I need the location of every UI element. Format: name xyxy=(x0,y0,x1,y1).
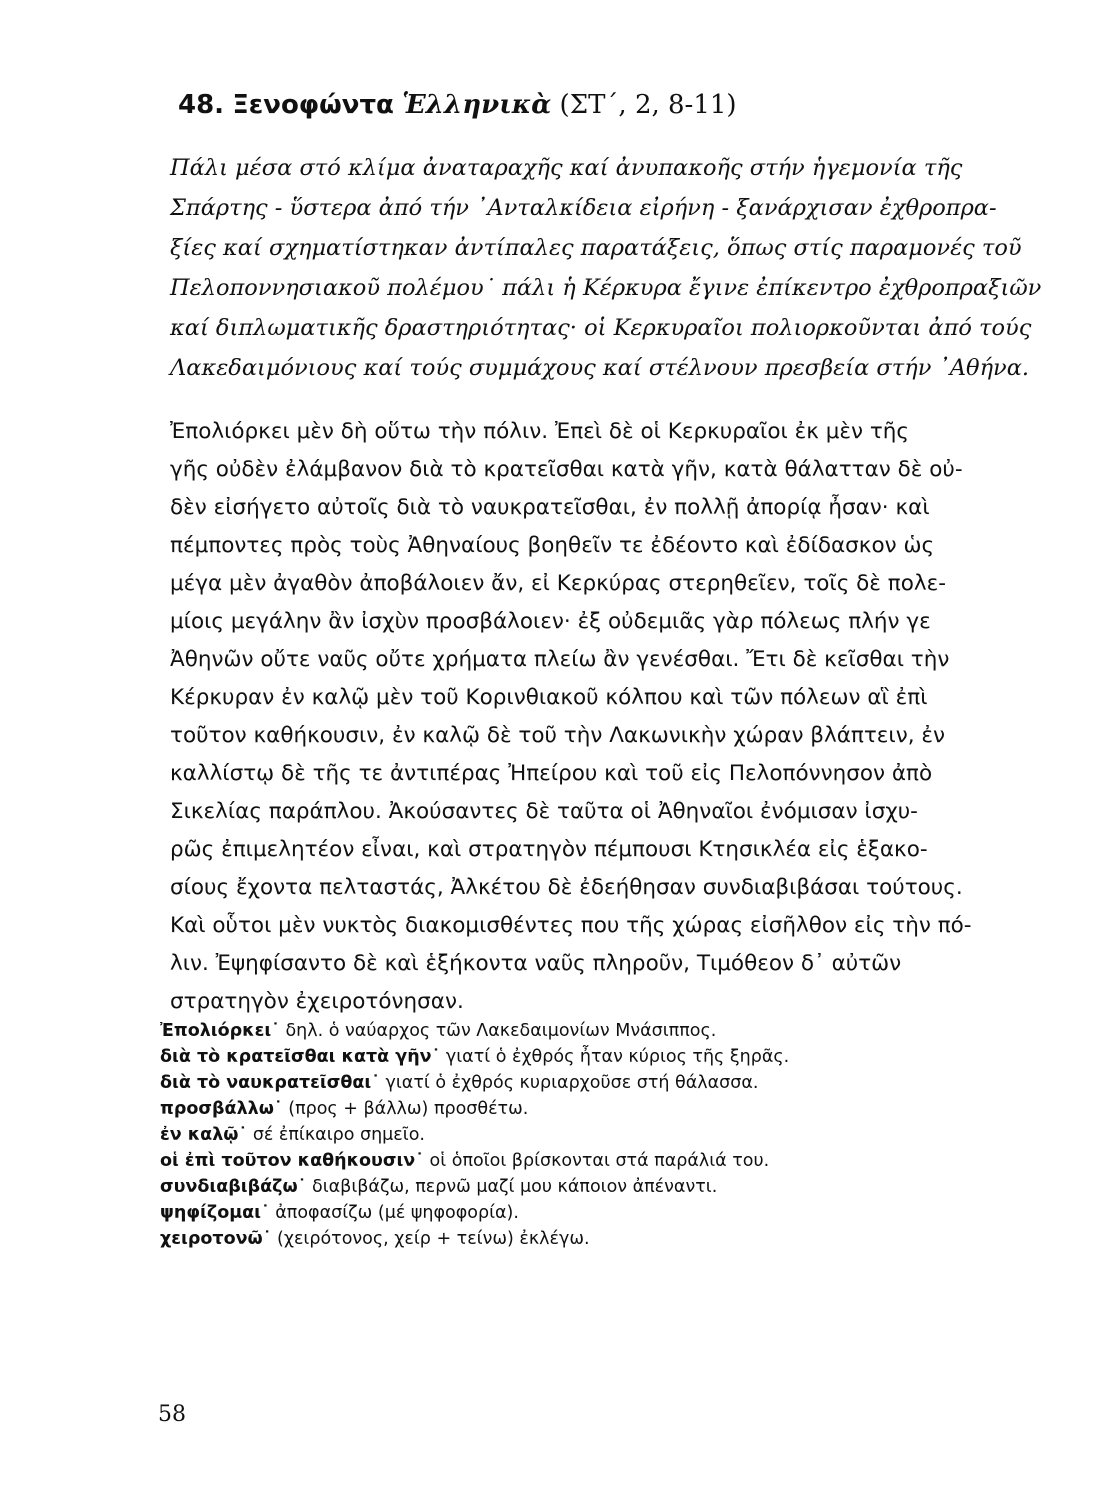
glossary-definition: διαβιβάζω, περνῶ μαζί μου κάποιον ἀπέναντι. xyxy=(306,1177,718,1197)
glossary-definition: (προς + βάλλω) προσθέτω. xyxy=(282,1099,529,1119)
text-line: μέγα μὲν ἀγαθὸν ἀποβάλοιεν ἄν, εἰ Κερκύρας στερηθεῖεν, τοῖς δὲ πολε- xyxy=(170,571,946,596)
glossary-entry xyxy=(160,1122,1020,1148)
glossary-term: διὰ τὸ ναυκρατεῖσθαι˙ xyxy=(160,1073,380,1093)
glossary-definition: δηλ. ὁ ναύαρχος τῶν Λακεδαιμονίων Μνάσιππος. xyxy=(279,1021,717,1041)
glossary xyxy=(160,1018,1020,1252)
text-line: Σικελίας παράπλου. Ἀκούσαντες δὲ ταῦτα οἱ Ἀθηναῖοι ἐνόμισαν ἰσχυ- xyxy=(170,799,918,824)
glossary-definition: σέ ἐπίκαιρο σημεῖο. xyxy=(247,1125,425,1145)
text-line: καλλίστῳ δὲ τῆς τε ἀντιπέρας Ἠπείρου καὶ τοῦ εἰς Πελοπόννησον ἀπὸ xyxy=(170,761,933,786)
glossary-entry xyxy=(160,1044,1020,1070)
glossary-definition: (χειρότονος, χείρ + τείνω) ἐκλέγω. xyxy=(271,1229,590,1249)
glossary-entry xyxy=(160,1174,1020,1200)
intro-line: Σπάρτης - ὕστερα ἀπό τήν ᾽Ανταλκίδεια εἰρήνη - ξανάρχισαν ἐχθροπρα- xyxy=(170,195,997,221)
intro-line: Πελοποννησιακοῦ πολέμου˙ πάλι ἡ Κέρκυρα ἔγινε ἐπίκεντρο ἐχθροπραξιῶν xyxy=(170,275,1042,301)
text-line: πέμποντες πρὸς τοὺς Ἀθηναίους βοηθεῖν τε ἐδέοντο καὶ ἐδίδασκον ὡς xyxy=(170,533,935,558)
glossary-term: οἱ ἐπὶ τοῦτον καθήκουσιν˙ xyxy=(160,1151,424,1171)
glossary-definition: ἀποφασίζω (μέ ψηφοφορία). xyxy=(269,1203,519,1223)
glossary-entry xyxy=(160,1200,1020,1226)
section-number: 48. xyxy=(178,90,225,120)
glossary-entry xyxy=(160,1018,1020,1044)
text-line: τοῦτον καθήκουσιν, ἐν καλῷ δὲ τοῦ τὴν Λακωνικὴν χώραν βλάπτειν, ἐν xyxy=(170,723,945,748)
page-number: 58 xyxy=(158,1402,186,1427)
glossary-term: ψηφίζομαι˙ xyxy=(160,1203,270,1223)
glossary-entry xyxy=(160,1226,1020,1252)
text-line: στρατηγὸν ἐχειροτόνησαν. xyxy=(170,989,464,1014)
glossary-definition: γιατί ὁ ἐχθρός ἦταν κύριος τῆς ξηρᾶς. xyxy=(440,1047,790,1067)
glossary-term: χειροτονῶ˙ xyxy=(160,1229,272,1249)
intro-line: ξίες καί σχηματίστηκαν ἀντίπαλες παρατάξεις, ὅπως στίς παραμονές τοῦ xyxy=(170,235,1022,261)
section-heading xyxy=(178,90,737,120)
text-line: ρῶς ἐπιμελητέον εἶναι, καὶ στρατηγὸν πέμπουσι Κτησικλέα εἰς ἑξακο- xyxy=(170,837,928,862)
glossary-term: προσβάλλω˙ xyxy=(160,1099,283,1119)
book-reference: (ΣΤ΄, 2, 8-11) xyxy=(559,90,737,120)
author-name: Ξενοφώντα xyxy=(232,90,394,120)
text-line: Καὶ οὗτοι μὲν νυκτὸς διακομισθέντες που τῆς χώρας εἰσῆλθον εἰς τὴν πό- xyxy=(170,913,972,938)
glossary-term: διὰ τὸ κρατεῖσθαι κατὰ γῆν˙ xyxy=(160,1047,441,1067)
glossary-term: συνδιαβιβάζω˙ xyxy=(160,1177,307,1197)
glossary-term: ἐν καλῷ˙ xyxy=(160,1125,248,1145)
intro-paragraph xyxy=(170,148,1042,388)
text-line: Κέρκυραν ἐν καλῷ μὲν τοῦ Κορινθιακοῦ κόλπου καὶ τῶν πόλεων αἳ ἐπὶ xyxy=(170,685,928,710)
glossary-term: Ἐπολιόρκει˙ xyxy=(160,1021,280,1041)
intro-line: καί διπλωματικῆς δραστηριότητας· οἱ Κερκυραῖοι πολιορκοῦνται ἀπό τούς xyxy=(170,315,1032,341)
glossary-entry xyxy=(160,1096,1020,1122)
text-line: Ἀθηνῶν οὔτε ναῦς οὔτε χρήματα πλείω ἂν γενέσθαι. Ἔτι δὲ κεῖσθαι τὴν xyxy=(170,647,950,672)
intro-line: Λακεδαιμόνιους καί τούς συμμάχους καί στέλνουν πρεσβεία στήν ᾽Αθήνα. xyxy=(170,355,1030,381)
text-line: Ἐπολιόρκει μὲν δὴ οὕτω τὴν πόλιν. Ἐπεὶ δὲ οἱ Κερκυραῖοι ἐκ μὲν τῆς xyxy=(170,419,910,444)
text-line: δὲν εἰσήγετο αὐτοῖς διὰ τὸ ναυκρατεῖσθαι, ἐν πολλῇ ἀπορίᾳ ἦσαν· καὶ xyxy=(170,495,930,520)
glossary-definition: γιατί ὁ ἐχθρός κυριαρχοῦσε στή θάλασσα. xyxy=(379,1073,759,1093)
glossary-entry xyxy=(160,1148,1020,1174)
intro-line: Πάλι μέσα στό κλίμα ἀναταραχῆς καί ἀνυπακοῆς στήν ἡγεμονία τῆς xyxy=(170,155,963,181)
text-line: σίους ἔχοντα πελταστάς, Ἀλκέτου δὲ ἐδεήθησαν συνδιαβιβάσαι τούτους. xyxy=(170,875,963,900)
glossary-definition: οἱ ὁποῖοι βρίσκονται στά παράλιά του. xyxy=(423,1151,770,1171)
text-line: γῆς οὐδὲν ἐλάμβανον διὰ τὸ κρατεῖσθαι κατὰ γῆν, κατὰ θάλατταν δὲ οὐ- xyxy=(170,457,963,482)
greek-text xyxy=(170,413,1030,1021)
glossary-entry xyxy=(160,1070,1020,1096)
text-line: μίοις μεγάλην ἂν ἰσχὺν προσβάλοιεν· ἐξ οὐδεμιᾶς γὰρ πόλεως πλήν γε xyxy=(170,609,931,634)
text-line: λιν. Ἐψηφίσαντο δὲ καὶ ἑξήκοντα ναῦς πληροῦν, Τιμόθεον δ᾽ αὐτῶν xyxy=(170,951,902,976)
work-title: Ἑλληνικὰ xyxy=(402,90,552,120)
